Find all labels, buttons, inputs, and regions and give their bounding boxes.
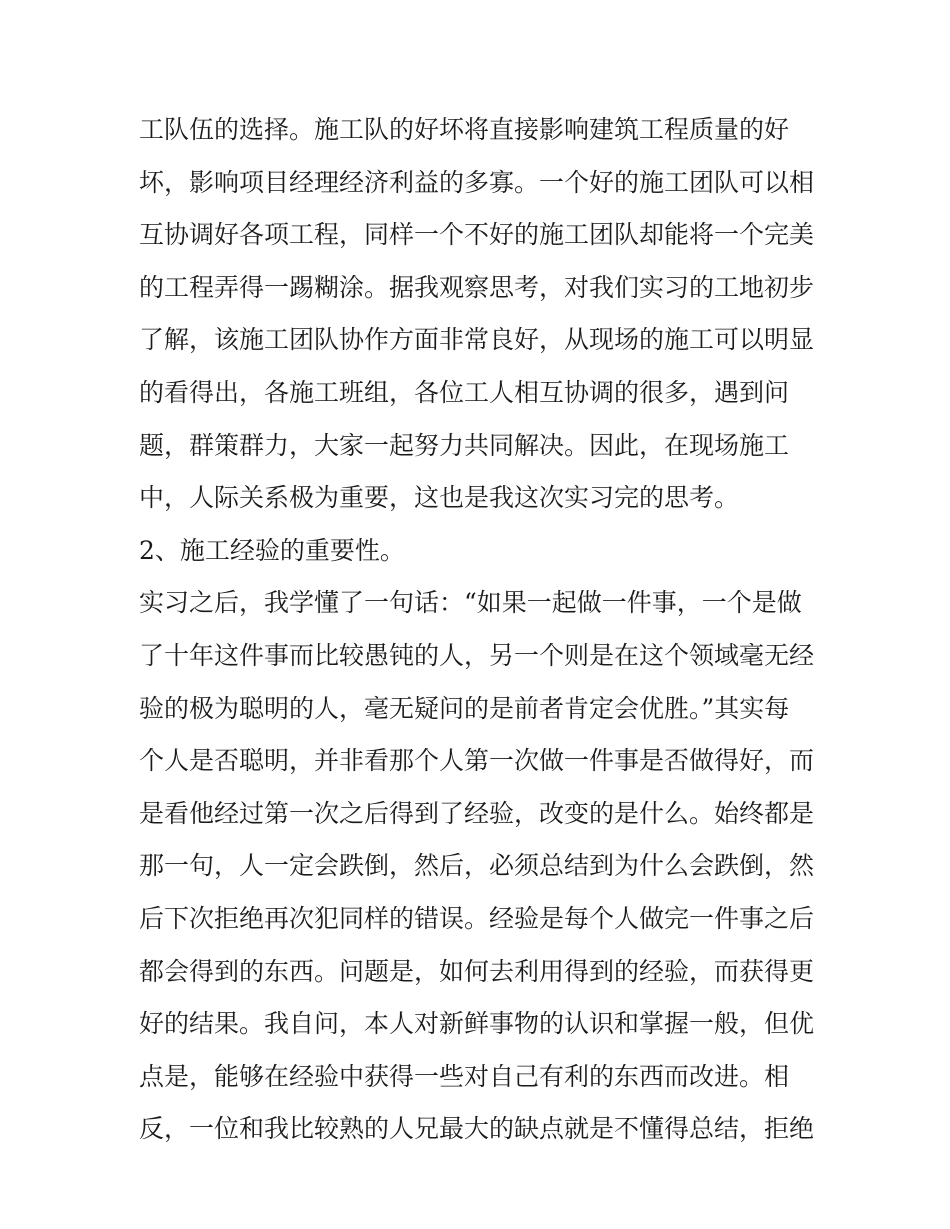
text-line: 题，群策群力，大家一起努力共同解决。因此，在现场施工 bbox=[139, 430, 790, 460]
body-text bbox=[139, 104, 819, 1156]
text-line: 工队伍的选择。施工队的好坏将直接影响建筑工程质量的好 bbox=[139, 115, 790, 144]
text-line: 个人是否聪明，并非看那个人第一次做一件事是否做得好，而 bbox=[139, 746, 815, 776]
text-line: 都会得到的东西。问题是，如何去利用得到的经验，而获得更 bbox=[139, 956, 815, 986]
text-line: 中，人际关系极为重要，这也是我这次实习完的思考。 bbox=[139, 483, 740, 513]
text-line: 互协调好各项工程，同样一个不好的施工团队却能将一个完美 bbox=[139, 220, 815, 250]
text-line: 那一句，人一定会跌倒，然后，必须总结到为什么会跌倒，然 bbox=[139, 851, 815, 881]
text-line: 验的极为聪明的人，毫无疑问的是前者肯定会优胜。”其实每 bbox=[139, 693, 790, 723]
text-line: 坏，影响项目经理经济利益的多寡。一个好的施工团队可以相 bbox=[139, 167, 815, 197]
text-line: 了十年这件事而比较愚钝的人，另一个则是在这个领域毫无经 bbox=[139, 640, 815, 670]
text-line: 反，一位和我比较熟的人兄最大的缺点就是不懂得总结，拒绝 bbox=[139, 1114, 815, 1144]
text-line: 了解，该施工团队协作方面非常良好，从现场的施工可以明显 bbox=[139, 325, 815, 355]
text-line: 的工程弄得一踢糊涂。据我观察思考，对我们实习的工地初步 bbox=[139, 272, 815, 302]
text-line: 的看得出，各施工班组，各位工人相互协调的很多，遇到问 bbox=[139, 377, 790, 407]
text-line: 后下次拒绝再次犯同样的错误。经验是每个人做完一件事之后 bbox=[139, 903, 815, 933]
text-line: 实习之后，我学懂了一句话：“如果一起做一件事，一个是做 bbox=[139, 588, 802, 618]
text-line: 好的结果。我自问，本人对新鲜事物的认识和掌握一般，但优 bbox=[139, 1009, 815, 1039]
section-heading: 2、施工经验的重要性。 bbox=[139, 535, 405, 565]
text-line: 是看他经过第一次之后得到了经验，改变的是什么。始终都是 bbox=[139, 798, 815, 828]
text-line: 点是，能够在经验中获得一些对自己有利的东西而改进。相 bbox=[139, 1061, 790, 1091]
